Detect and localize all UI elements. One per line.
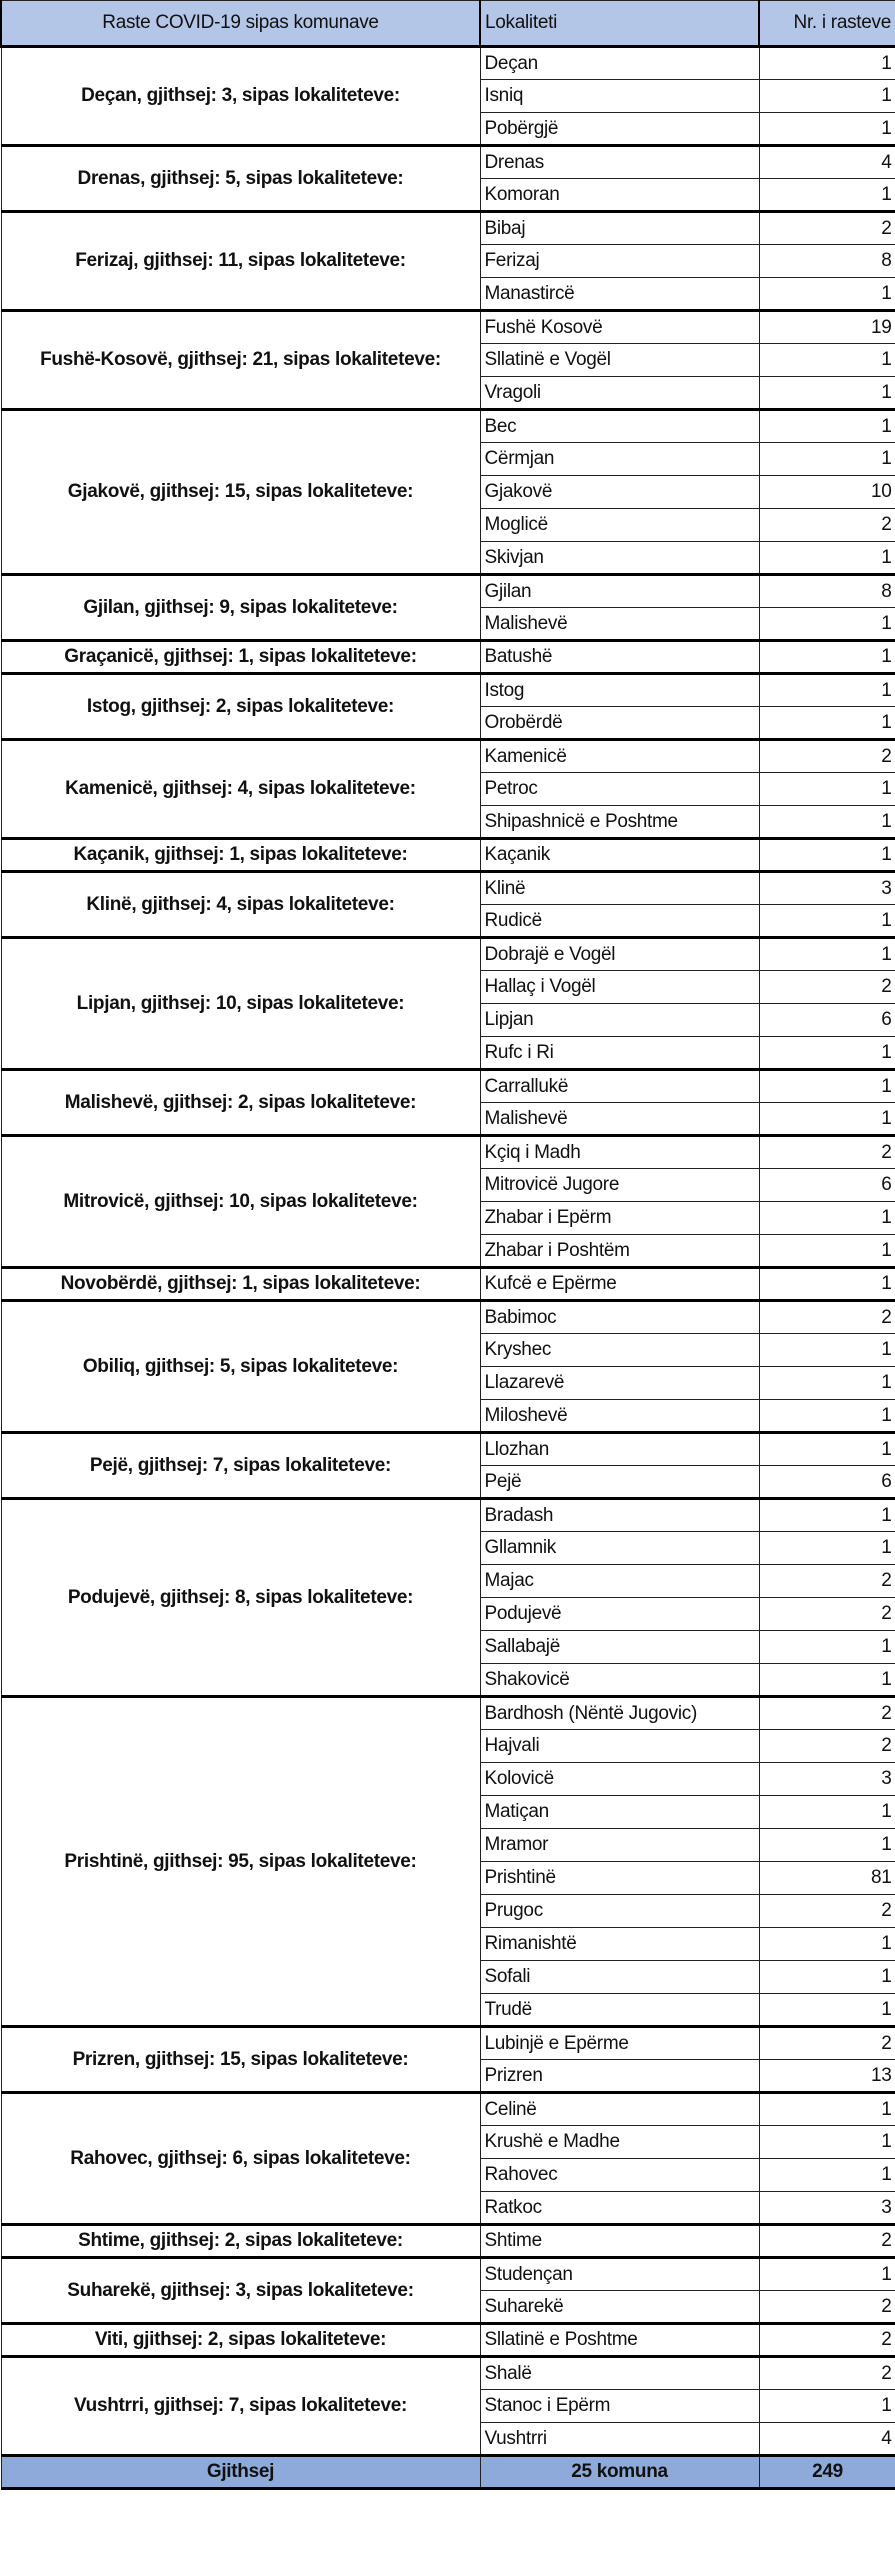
cases-cell: 1 bbox=[759, 1334, 895, 1367]
locality-cell: Llozhan bbox=[480, 1433, 759, 1466]
cases-cell: 2 bbox=[759, 1565, 895, 1598]
locality-cell: Bibaj bbox=[480, 212, 759, 245]
cases-cell: 1 bbox=[759, 806, 895, 839]
cases-cell: 2 bbox=[759, 2357, 895, 2390]
table-row bbox=[1, 2027, 895, 2060]
cases-cell: 10 bbox=[759, 476, 895, 509]
locality-cell: Miloshevë bbox=[480, 1400, 759, 1433]
table-row bbox=[1, 740, 895, 773]
cases-cell: 13 bbox=[759, 2060, 895, 2093]
municipality-cell: Rahovec, gjithsej: 6, sipas lokaliteteve: bbox=[1, 2093, 480, 2225]
municipality-cell: Podujevë, gjithsej: 8, sipas lokaliteteve: bbox=[1, 1499, 480, 1697]
municipality-cell: Lipjan, gjithsej: 10, sipas lokaliteteve: bbox=[1, 938, 480, 1070]
locality-cell: Fushë Kosovë bbox=[480, 311, 759, 344]
cases-cell: 2 bbox=[759, 740, 895, 773]
table-row bbox=[1, 1697, 895, 1730]
table-row bbox=[1, 410, 895, 443]
cases-cell: 1 bbox=[759, 443, 895, 476]
cases-cell: 1 bbox=[759, 1202, 895, 1235]
cases-cell: 2 bbox=[759, 1301, 895, 1334]
locality-cell: Bec bbox=[480, 410, 759, 443]
municipality-cell: Ferizaj, gjithsej: 11, sipas lokaliteteve: bbox=[1, 212, 480, 311]
locality-cell: Vragoli bbox=[480, 377, 759, 410]
table-body bbox=[1, 47, 895, 2456]
locality-cell: Shipashnicë e Poshtme bbox=[480, 806, 759, 839]
locality-cell: Zhabar i Poshtëm bbox=[480, 1235, 759, 1268]
locality-cell: Babimoc bbox=[480, 1301, 759, 1334]
cases-cell: 8 bbox=[759, 245, 895, 278]
cases-cell: 2 bbox=[759, 1730, 895, 1763]
table-row bbox=[1, 2357, 895, 2390]
table-footer bbox=[1, 2456, 895, 2489]
cases-cell: 1 bbox=[759, 1796, 895, 1829]
locality-cell: Cërmjan bbox=[480, 443, 759, 476]
locality-cell: Malishevë bbox=[480, 1103, 759, 1136]
cases-cell: 1 bbox=[759, 1103, 895, 1136]
municipality-cell: Prizren, gjithsej: 15, sipas lokaliteteve: bbox=[1, 2027, 480, 2093]
cases-cell: 1 bbox=[759, 2258, 895, 2291]
municipality-cell: Istog, gjithsej: 2, sipas lokaliteteve: bbox=[1, 674, 480, 740]
locality-cell: Lubinjë e Epërme bbox=[480, 2027, 759, 2060]
locality-cell: Kryshec bbox=[480, 1334, 759, 1367]
locality-cell: Moglicë bbox=[480, 509, 759, 542]
locality-cell: Krushë e Madhe bbox=[480, 2126, 759, 2159]
locality-cell: Sallabajë bbox=[480, 1631, 759, 1664]
table-row bbox=[1, 641, 895, 674]
cases-cell: 1 bbox=[759, 377, 895, 410]
cases-cell: 1 bbox=[759, 773, 895, 806]
locality-cell: Ferizaj bbox=[480, 245, 759, 278]
locality-cell: Carrallukë bbox=[480, 1070, 759, 1103]
locality-cell: Batushë bbox=[480, 641, 759, 674]
cases-cell: 3 bbox=[759, 1763, 895, 1796]
cases-cell: 1 bbox=[759, 47, 895, 80]
cases-cell: 1 bbox=[759, 938, 895, 971]
locality-cell: Kamenicë bbox=[480, 740, 759, 773]
cases-cell: 2 bbox=[759, 1895, 895, 1928]
locality-cell: Llazarevë bbox=[480, 1367, 759, 1400]
table-row bbox=[1, 938, 895, 971]
cases-cell: 1 bbox=[759, 1829, 895, 1862]
locality-cell: Prizren bbox=[480, 2060, 759, 2093]
locality-cell: Pobërgjë bbox=[480, 113, 759, 146]
footer-total: 249 bbox=[759, 2456, 895, 2489]
locality-cell: Skivjan bbox=[480, 542, 759, 575]
locality-cell: Komoran bbox=[480, 179, 759, 212]
locality-cell: Sllatinë e Poshtme bbox=[480, 2324, 759, 2357]
locality-cell: Zhabar i Epërm bbox=[480, 1202, 759, 1235]
municipality-cell: Kamenicë, gjithsej: 4, sipas lokaliteteve: bbox=[1, 740, 480, 839]
locality-cell: Rahovec bbox=[480, 2159, 759, 2192]
footer-municipalities: 25 komuna bbox=[480, 2456, 759, 2489]
locality-cell: Klinë bbox=[480, 872, 759, 905]
cases-cell: 4 bbox=[759, 2423, 895, 2456]
table-row bbox=[1, 2225, 895, 2258]
locality-cell: Lipjan bbox=[480, 1004, 759, 1037]
cases-cell: 2 bbox=[759, 1598, 895, 1631]
locality-cell: Gllamnik bbox=[480, 1532, 759, 1565]
cases-cell: 1 bbox=[759, 1268, 895, 1301]
locality-cell: Ratkoc bbox=[480, 2192, 759, 2225]
locality-cell: Suharekë bbox=[480, 2291, 759, 2324]
locality-cell: Drenas bbox=[480, 146, 759, 179]
table-row bbox=[1, 1070, 895, 1103]
cases-cell: 2 bbox=[759, 1697, 895, 1730]
cases-cell: 1 bbox=[759, 707, 895, 740]
locality-cell: Deçan bbox=[480, 47, 759, 80]
locality-cell: Shalë bbox=[480, 2357, 759, 2390]
table-row bbox=[1, 839, 895, 872]
cases-cell: 1 bbox=[759, 641, 895, 674]
locality-cell: Gjakovë bbox=[480, 476, 759, 509]
municipality-cell: Prishtinë, gjithsej: 95, sipas lokaliteteve: bbox=[1, 1697, 480, 2027]
municipality-cell: Suharekë, gjithsej: 3, sipas lokaliteteve: bbox=[1, 2258, 480, 2324]
locality-cell: Mramor bbox=[480, 1829, 759, 1862]
table-row bbox=[1, 47, 895, 80]
locality-cell: Malishevë bbox=[480, 608, 759, 641]
municipality-cell: Klinë, gjithsej: 4, sipas lokaliteteve: bbox=[1, 872, 480, 938]
table-row bbox=[1, 311, 895, 344]
cases-cell: 4 bbox=[759, 146, 895, 179]
locality-cell: Shtime bbox=[480, 2225, 759, 2258]
table-row bbox=[1, 1301, 895, 1334]
cases-cell: 3 bbox=[759, 872, 895, 905]
table-row bbox=[1, 1433, 895, 1466]
cases-cell: 2 bbox=[759, 2324, 895, 2357]
locality-cell: Studençan bbox=[480, 2258, 759, 2291]
cases-cell: 2 bbox=[759, 509, 895, 542]
cases-cell: 2 bbox=[759, 2225, 895, 2258]
cases-cell: 1 bbox=[759, 113, 895, 146]
cases-cell: 2 bbox=[759, 2027, 895, 2060]
table-row bbox=[1, 212, 895, 245]
table-header bbox=[1, 1, 895, 47]
table-row bbox=[1, 1136, 895, 1169]
municipality-cell: Viti, gjithsej: 2, sipas lokaliteteve: bbox=[1, 2324, 480, 2357]
cases-cell: 1 bbox=[759, 410, 895, 443]
cases-cell: 2 bbox=[759, 2291, 895, 2324]
cases-cell: 8 bbox=[759, 575, 895, 608]
locality-cell: Manastircë bbox=[480, 278, 759, 311]
cases-cell: 1 bbox=[759, 1631, 895, 1664]
locality-cell: Rufc i Ri bbox=[480, 1037, 759, 1070]
municipality-cell: Vushtrri, gjithsej: 7, sipas lokaliteteve: bbox=[1, 2357, 480, 2456]
cases-cell: 2 bbox=[759, 212, 895, 245]
cases-cell: 1 bbox=[759, 1532, 895, 1565]
municipality-cell: Drenas, gjithsej: 5, sipas lokaliteteve: bbox=[1, 146, 480, 212]
locality-cell: Kufcë e Epërme bbox=[480, 1268, 759, 1301]
cases-cell: 1 bbox=[759, 1037, 895, 1070]
municipality-cell: Deçan, gjithsej: 3, sipas lokaliteteve: bbox=[1, 47, 480, 146]
header-municipality: Raste COVID-19 sipas komunave bbox=[1, 1, 480, 47]
locality-cell: Dobrajë e Vogël bbox=[480, 938, 759, 971]
table-row bbox=[1, 575, 895, 608]
cases-cell: 81 bbox=[759, 1862, 895, 1895]
cases-cell: 1 bbox=[759, 608, 895, 641]
locality-cell: Shakovicë bbox=[480, 1664, 759, 1697]
cases-cell: 1 bbox=[759, 2093, 895, 2126]
locality-cell: Stanoc i Epërm bbox=[480, 2390, 759, 2423]
table-row bbox=[1, 1268, 895, 1301]
cases-cell: 1 bbox=[759, 1433, 895, 1466]
cases-cell: 1 bbox=[759, 278, 895, 311]
table-row bbox=[1, 1499, 895, 1532]
locality-cell: Bardhosh (Nëntë Jugovic) bbox=[480, 1697, 759, 1730]
locality-cell: Hajvali bbox=[480, 1730, 759, 1763]
locality-cell: Hallaç i Vogël bbox=[480, 971, 759, 1004]
municipality-cell: Gjakovë, gjithsej: 15, sipas lokaliteteve: bbox=[1, 410, 480, 575]
table-row bbox=[1, 146, 895, 179]
locality-cell: Rimanishtë bbox=[480, 1928, 759, 1961]
cases-cell: 1 bbox=[759, 179, 895, 212]
table-row bbox=[1, 674, 895, 707]
municipality-cell: Kaçanik, gjithsej: 1, sipas lokaliteteve: bbox=[1, 839, 480, 872]
cases-cell: 1 bbox=[759, 1928, 895, 1961]
cases-cell: 19 bbox=[759, 311, 895, 344]
table-row bbox=[1, 2324, 895, 2357]
cases-cell: 1 bbox=[759, 1400, 895, 1433]
locality-cell: Prishtinë bbox=[480, 1862, 759, 1895]
header-cases: Nr. i rasteve bbox=[759, 1, 895, 47]
locality-cell: Kçiq i Madh bbox=[480, 1136, 759, 1169]
locality-cell: Rudicë bbox=[480, 905, 759, 938]
cases-cell: 3 bbox=[759, 2192, 895, 2225]
cases-cell: 1 bbox=[759, 344, 895, 377]
cases-cell: 1 bbox=[759, 1070, 895, 1103]
cases-cell: 1 bbox=[759, 80, 895, 113]
locality-cell: Pejë bbox=[480, 1466, 759, 1499]
locality-cell: Majac bbox=[480, 1565, 759, 1598]
cases-cell: 6 bbox=[759, 1004, 895, 1037]
locality-cell: Matiçan bbox=[480, 1796, 759, 1829]
cases-cell: 1 bbox=[759, 2126, 895, 2159]
locality-cell: Petroc bbox=[480, 773, 759, 806]
cases-cell: 1 bbox=[759, 674, 895, 707]
header-locality: Lokaliteti bbox=[480, 1, 759, 47]
municipality-cell: Gjilan, gjithsej: 9, sipas lokaliteteve: bbox=[1, 575, 480, 641]
cases-cell: 2 bbox=[759, 971, 895, 1004]
locality-cell: Vushtrri bbox=[480, 2423, 759, 2456]
cases-cell: 1 bbox=[759, 1664, 895, 1697]
municipality-cell: Obiliq, gjithsej: 5, sipas lokaliteteve: bbox=[1, 1301, 480, 1433]
table-row bbox=[1, 872, 895, 905]
cases-cell: 1 bbox=[759, 1367, 895, 1400]
footer-label: Gjithsej bbox=[1, 2456, 480, 2489]
locality-cell: Celinë bbox=[480, 2093, 759, 2126]
municipality-cell: Fushë-Kosovë, gjithsej: 21, sipas lokaliteteve: bbox=[1, 311, 480, 410]
municipality-cell: Shtime, gjithsej: 2, sipas lokaliteteve: bbox=[1, 2225, 480, 2258]
cases-cell: 1 bbox=[759, 905, 895, 938]
cases-cell: 1 bbox=[759, 839, 895, 872]
locality-cell: Sllatinë e Vogël bbox=[480, 344, 759, 377]
locality-cell: Prugoc bbox=[480, 1895, 759, 1928]
locality-cell: Sofali bbox=[480, 1961, 759, 1994]
municipality-cell: Graçanicë, gjithsej: 1, sipas lokaliteteve: bbox=[1, 641, 480, 674]
table-row bbox=[1, 2258, 895, 2291]
locality-cell: Isniq bbox=[480, 80, 759, 113]
locality-cell: Gjilan bbox=[480, 575, 759, 608]
locality-cell: Trudë bbox=[480, 1994, 759, 2027]
table-row bbox=[1, 2093, 895, 2126]
locality-cell: Mitrovicë Jugore bbox=[480, 1169, 759, 1202]
cases-cell: 1 bbox=[759, 1499, 895, 1532]
municipality-cell: Pejë, gjithsej: 7, sipas lokaliteteve: bbox=[1, 1433, 480, 1499]
cases-cell: 1 bbox=[759, 1961, 895, 1994]
cases-cell: 1 bbox=[759, 2390, 895, 2423]
municipality-cell: Malishevë, gjithsej: 2, sipas lokaliteteve: bbox=[1, 1070, 480, 1136]
locality-cell: Podujevë bbox=[480, 1598, 759, 1631]
cases-cell: 1 bbox=[759, 542, 895, 575]
municipality-cell: Novobërdë, gjithsej: 1, sipas lokaliteteve: bbox=[1, 1268, 480, 1301]
cases-cell: 6 bbox=[759, 1466, 895, 1499]
locality-cell: Bradash bbox=[480, 1499, 759, 1532]
locality-cell: Kaçanik bbox=[480, 839, 759, 872]
locality-cell: Orobërdë bbox=[480, 707, 759, 740]
cases-cell: 1 bbox=[759, 1994, 895, 2027]
municipality-cell: Mitrovicë, gjithsej: 10, sipas lokaliteteve: bbox=[1, 1136, 480, 1268]
locality-cell: Istog bbox=[480, 674, 759, 707]
cases-cell: 6 bbox=[759, 1169, 895, 1202]
cases-cell: 1 bbox=[759, 2159, 895, 2192]
cases-cell: 1 bbox=[759, 1235, 895, 1268]
cases-cell: 2 bbox=[759, 1136, 895, 1169]
locality-cell: Kolovicë bbox=[480, 1763, 759, 1796]
